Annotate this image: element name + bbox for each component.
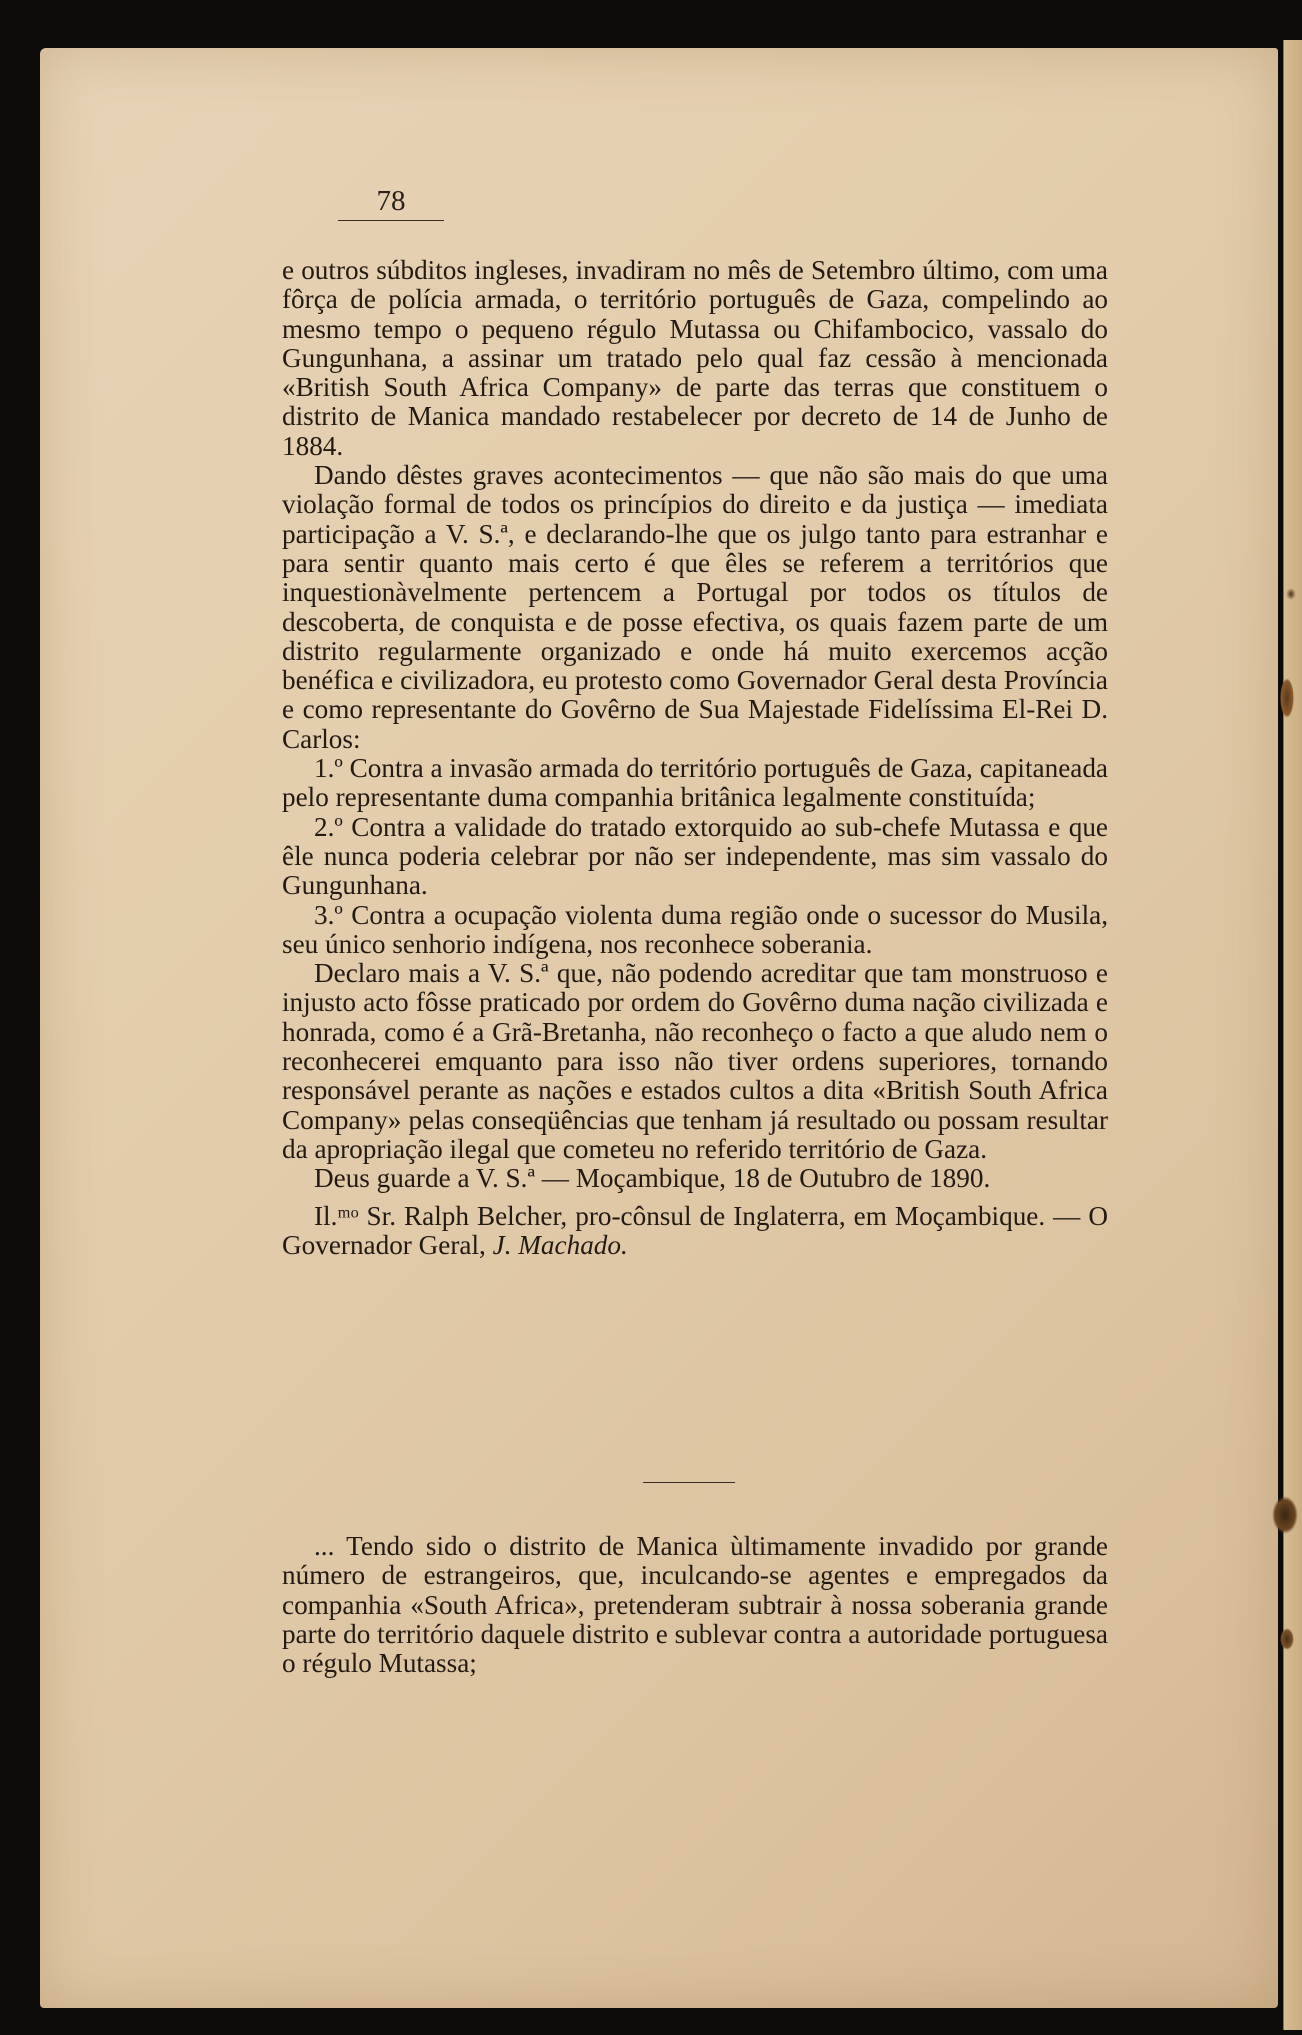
adjacent-page-edge: [1283, 40, 1302, 2030]
protest-item-1: 1.º Contra a invasão armada do território português de Gaza, capitaneada pelo representante duma companhia britânica legalmente constituída;: [282, 753, 1108, 813]
paragraph: Declaro mais a V. S.ª que, não podendo acreditar que tam monstruoso e injusto acto fôsse praticado por ordem do Govêrno duma nação civilizada e honrada, como é a Grã-Bretanha, não reconheço o facto a que aludo nem o reconhecerei emquanto para isso não tiver ordens superiores, tornando responsável perante as nações e estados cultos a dita «British South Africa Company» pelas conseqüências que tenham já resultado ou possam resultar da apropriação ilegal que cometeu no referido território de Gaza.: [282, 958, 1108, 1164]
paragraph: Dando dêstes graves acontecimentos — que não são mais do que uma violação formal de todos os princípios do direito e da justiça — imediata participação a V. S.ª, e declarando-lhe que os julgo tanto para estranhar e para sentir quanto mais certo é que êles se referem a territórios que inquestionàvelmente pertencem a Portugal por todos os títulos de descoberta, de conquista e de posse efectiva, os quais fazem parte de um distrito regularmente organizado e onde há muito exercemos acção benéfica e civilizadora, eu protesto como Governador Geral desta Província e como representante do Govêrno de Sua Majestade Fidelíssima El-Rei D. Carlos:: [282, 460, 1108, 754]
paper-stain: [1280, 1628, 1294, 1650]
section-divider: [643, 1482, 735, 1483]
protest-item-2: 2.º Contra a validade do tratado extorquido ao sub-chefe Mutassa e que êle nunca poderia celebrar por não ser independente, mas sim vassalo do Gungunhana.: [282, 811, 1108, 901]
paragraph: ... Tendo sido o distrito de Manica ùltimamente invadido por grande número de estrangeiros, que, inculcando-se agentes e empregados da companhia «South Africa», pretenderam subtrair à nossa soberania grande parte do território daquele distrito e sublevar contra a autoridade portuguesa o régulo Mutassa;: [282, 1531, 1108, 1679]
paper-stain: [1286, 588, 1296, 600]
paragraph: e outros súbditos ingleses, invadiram no mês de Setembro último, com uma fôrça de polícia armada, o território português de Gaza, compelindo ao mesmo tempo o pequeno régulo Mutassa ou Chifambocico, vassalo do Gungunhana, a assinar um tratado pelo qual faz cessão à mencionada «British South Africa Company» de parte das terras que constituem o distrito de Manica mandado restabelecer por decreto de 14 de Junho de 1884.: [282, 255, 1108, 461]
addressee-line: [282, 1202, 1108, 1261]
closing-line: Deus guarde a V. S.ª — Moçambique, 18 de Outubro de 1890.: [314, 1163, 991, 1194]
signature: J. Machado.: [492, 1229, 628, 1260]
letter-body: [282, 256, 1108, 1260]
protest-item-3: 3.º Contra a ocupação violenta duma região onde o sucessor do Musila, seu único senhorio indígena, nos reconhece soberania.: [282, 899, 1108, 959]
paper-stain: [1272, 1496, 1298, 1534]
second-section: [282, 1532, 1108, 1678]
page-number: 78: [338, 185, 444, 221]
addressee-text: Il.ᵐᵒ Sr. Ralph Belcher, pro-cônsul de Inglaterra, em Moçambique. — O Governador Geral,: [282, 1200, 1108, 1260]
paper-stain: [1280, 678, 1294, 718]
